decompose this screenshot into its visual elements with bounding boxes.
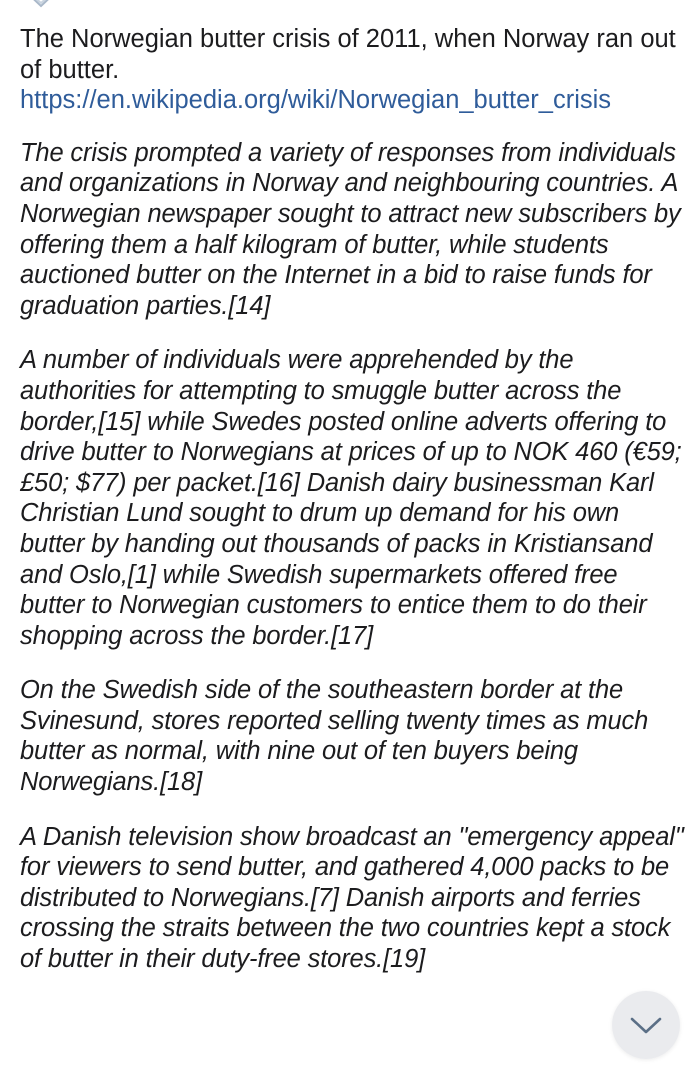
post-content	[20, 24, 684, 975]
post-caption: The Norwegian butter crisis of 2011, when Norway ran out of butter.	[20, 25, 676, 84]
avatar-shield-icon	[18, 0, 64, 8]
quote-paragraph: A number of individuals were apprehended by the authorities for attempting to smuggle butter across the border,[15] while Swedes posted online adverts offering to drive butter to Norwegians at prices of up to NOK 460 (€59; £50; $77) per packet.[16] Danish dairy businessman Karl Christian Lund sought to drum up demand for his own butter by handing out thousands of packs in Kristiansand and Oslo,[1] while Swedish supermarkets offered free butter to Norwegian customers to entice them to do their shopping across the border.[17]	[20, 346, 682, 650]
chevron-down-icon	[629, 1015, 663, 1035]
post-text	[20, 24, 684, 116]
quoted-excerpt	[20, 138, 684, 975]
quote-paragraph: On the Swedish side of the southeastern border at the Svinesund, stores reported selling twenty times as much butter as normal, with nine out of ten buyers being Norwegians.[18]	[20, 676, 649, 797]
avatar[interactable]	[18, 0, 64, 8]
scroll-down-button[interactable]	[612, 991, 680, 1059]
quote-paragraph: The crisis prompted a variety of responses from individuals and organizations in Norway and neighbouring countries. A Norwegian newspaper sought to attract new subscribers by offering them a half kilogram of butter, while students auctioned butter on the Internet in a bid to raise funds for graduation parties.[14]	[20, 138, 681, 320]
wikipedia-link[interactable]: https://en.wikipedia.org/wiki/Norwegian_butter_crisis	[20, 86, 612, 115]
quote-paragraph: A Danish television show broadcast an "emergency appeal" for viewers to send butter, and gathered 4,000 packs to be distributed to Norwegians.[7] Danish airports and ferries crossing the straits between the two countries kept a stock of butter in their duty-free stores.[19]	[20, 822, 684, 974]
